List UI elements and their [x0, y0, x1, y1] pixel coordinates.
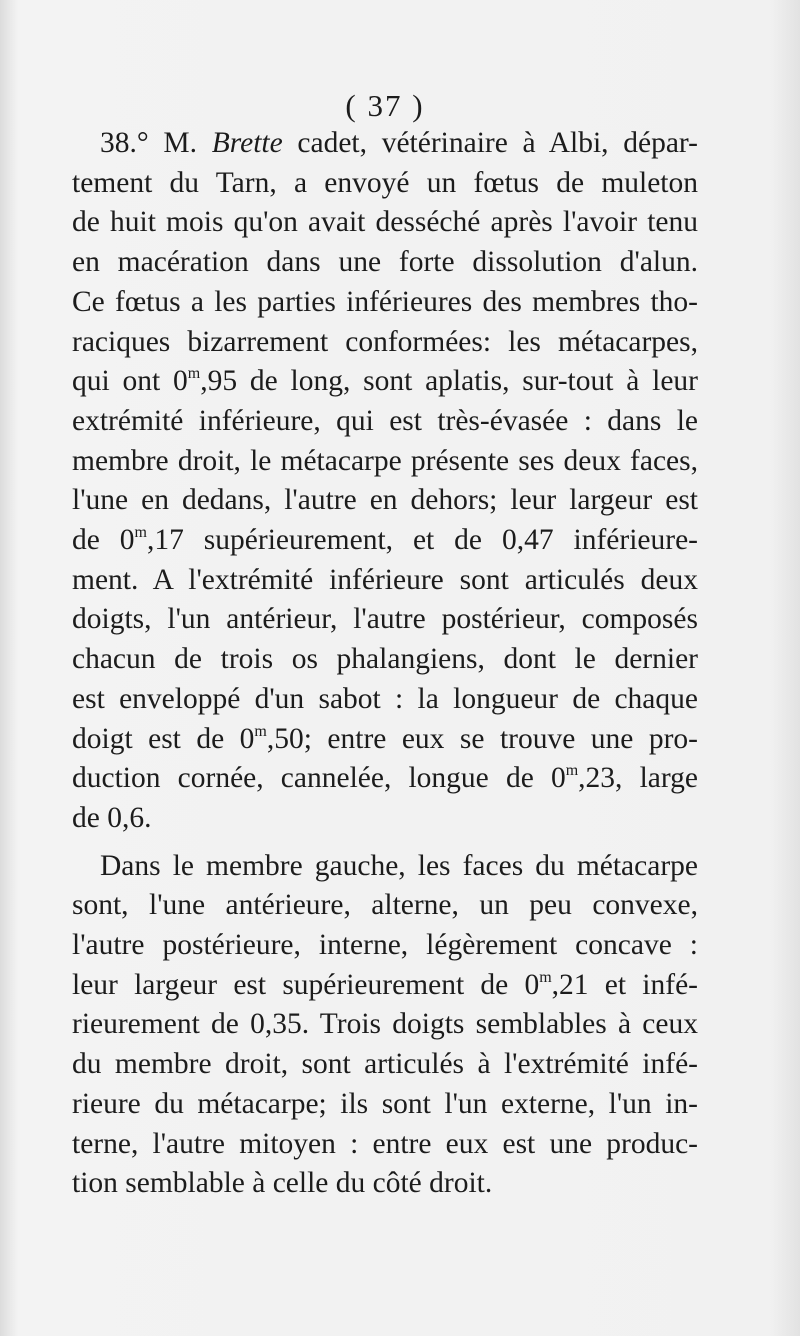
text-line — [72, 1164, 698, 1204]
text-segment: de 0,6. — [72, 801, 152, 834]
superscript-unit: m — [134, 524, 147, 542]
text-segment: de huit mois qu'on avait desséché après l'avoir tenu — [72, 206, 698, 239]
text-segment: l'une en dedans, l'autre en dehors; leur largeur est — [72, 484, 698, 517]
text-line — [72, 1045, 698, 1085]
text-segment: tion semblable à celle du côté droit. — [72, 1167, 493, 1200]
person-name: Brette — [211, 127, 283, 159]
paragraph — [72, 124, 698, 839]
text-segment: duction cornée, cannelée, longue de 0 — [72, 762, 566, 795]
text-line — [72, 561, 698, 601]
text-segment: est enveloppé d'un sabot : la longueur de chaque — [72, 682, 698, 715]
text-segment: l'autre postérieure, interne, légèrement concave : — [72, 929, 698, 962]
text-segment: ,21 et infé- — [551, 968, 698, 1001]
text-line — [72, 799, 698, 839]
text-line — [72, 1125, 698, 1165]
text-segment: extrémité inférieure, qui est très-évasée : dans le — [72, 404, 698, 437]
body-text — [72, 124, 698, 1204]
text-line — [72, 442, 698, 482]
text-segment: ment. A l'extrémité inférieure sont articulés deux — [72, 563, 698, 596]
text-line — [72, 926, 698, 966]
text-line — [72, 680, 698, 720]
text-segment: membre droit, le métacarpe présente ses deux faces, — [72, 444, 698, 477]
text-line — [72, 847, 698, 887]
text-segment: chacun de trois os phalangiens, dont le dernier — [72, 643, 698, 676]
text-line — [72, 720, 698, 760]
text-line — [72, 481, 698, 521]
page-number: ( 37 ) — [345, 88, 425, 123]
text-segment: leur largeur est supérieurement de 0 — [72, 968, 540, 1001]
text-line — [72, 521, 698, 561]
text-line — [72, 1085, 698, 1125]
text-line — [72, 362, 698, 402]
text-segment: rieure du métacarpe; ils sont l'un externe, l'un in- — [72, 1087, 698, 1120]
text-line — [72, 323, 698, 363]
text-segment: doigt est de 0 — [72, 722, 255, 755]
superscript-unit: m — [187, 365, 201, 383]
text-line — [72, 164, 698, 204]
text-line — [72, 600, 698, 640]
text-segment: du membre droit, sont articulés à l'extrémité infé- — [72, 1048, 698, 1081]
text-line — [72, 243, 698, 283]
text-line — [72, 1005, 698, 1045]
text-line — [72, 124, 698, 164]
text-segment: ,17 supérieurement, et de 0,47 inférieure- — [146, 524, 698, 557]
text-segment: terne, l'autre mitoyen : entre eux est une produc- — [72, 1127, 698, 1160]
text-segment: qui ont 0 — [72, 365, 188, 398]
superscript-unit: m — [254, 722, 267, 740]
paragraph-gap — [72, 839, 698, 847]
text-segment: 38.° M. — [100, 127, 212, 159]
text-line — [72, 966, 698, 1006]
text-line — [72, 402, 698, 442]
text-line — [72, 886, 698, 926]
text-segment: Dans le membre gauche, les faces du métacarpe — [100, 849, 698, 882]
text-segment: tement du Tarn, a envoyé un fœtus de muleton — [72, 166, 698, 199]
text-line — [72, 640, 698, 680]
text-segment: de 0 — [72, 524, 135, 557]
text-segment: doigts, l'un antérieur, l'autre postérieur, composés — [72, 603, 698, 636]
text-segment: Ce fœtus a les parties inférieures des membres tho- — [72, 285, 698, 318]
paragraph — [72, 847, 698, 1204]
text-line — [72, 759, 698, 799]
text-segment: raciques bizarrement conformées: les métacarpes, — [72, 325, 698, 358]
text-segment: en macération dans une forte dissolution d'alun. — [72, 246, 698, 279]
text-segment: cadet, vétérinaire à Albi, dépar- — [282, 127, 698, 159]
text-segment: ,95 de long, sont aplatis, sur-tout à leur — [200, 365, 698, 398]
superscript-unit: m — [539, 968, 552, 986]
text-segment: rieurement de 0,35. Trois doigts semblables à ceux — [72, 1008, 698, 1041]
text-segment: ,50; entre eux se trouve une pro- — [266, 722, 698, 755]
text-segment: sont, l'une antérieure, alterne, un peu convexe, — [72, 889, 698, 922]
text-segment: ,23, large — [578, 762, 698, 795]
text-line — [72, 283, 698, 323]
superscript-unit: m — [565, 762, 579, 780]
text-line — [72, 203, 698, 243]
